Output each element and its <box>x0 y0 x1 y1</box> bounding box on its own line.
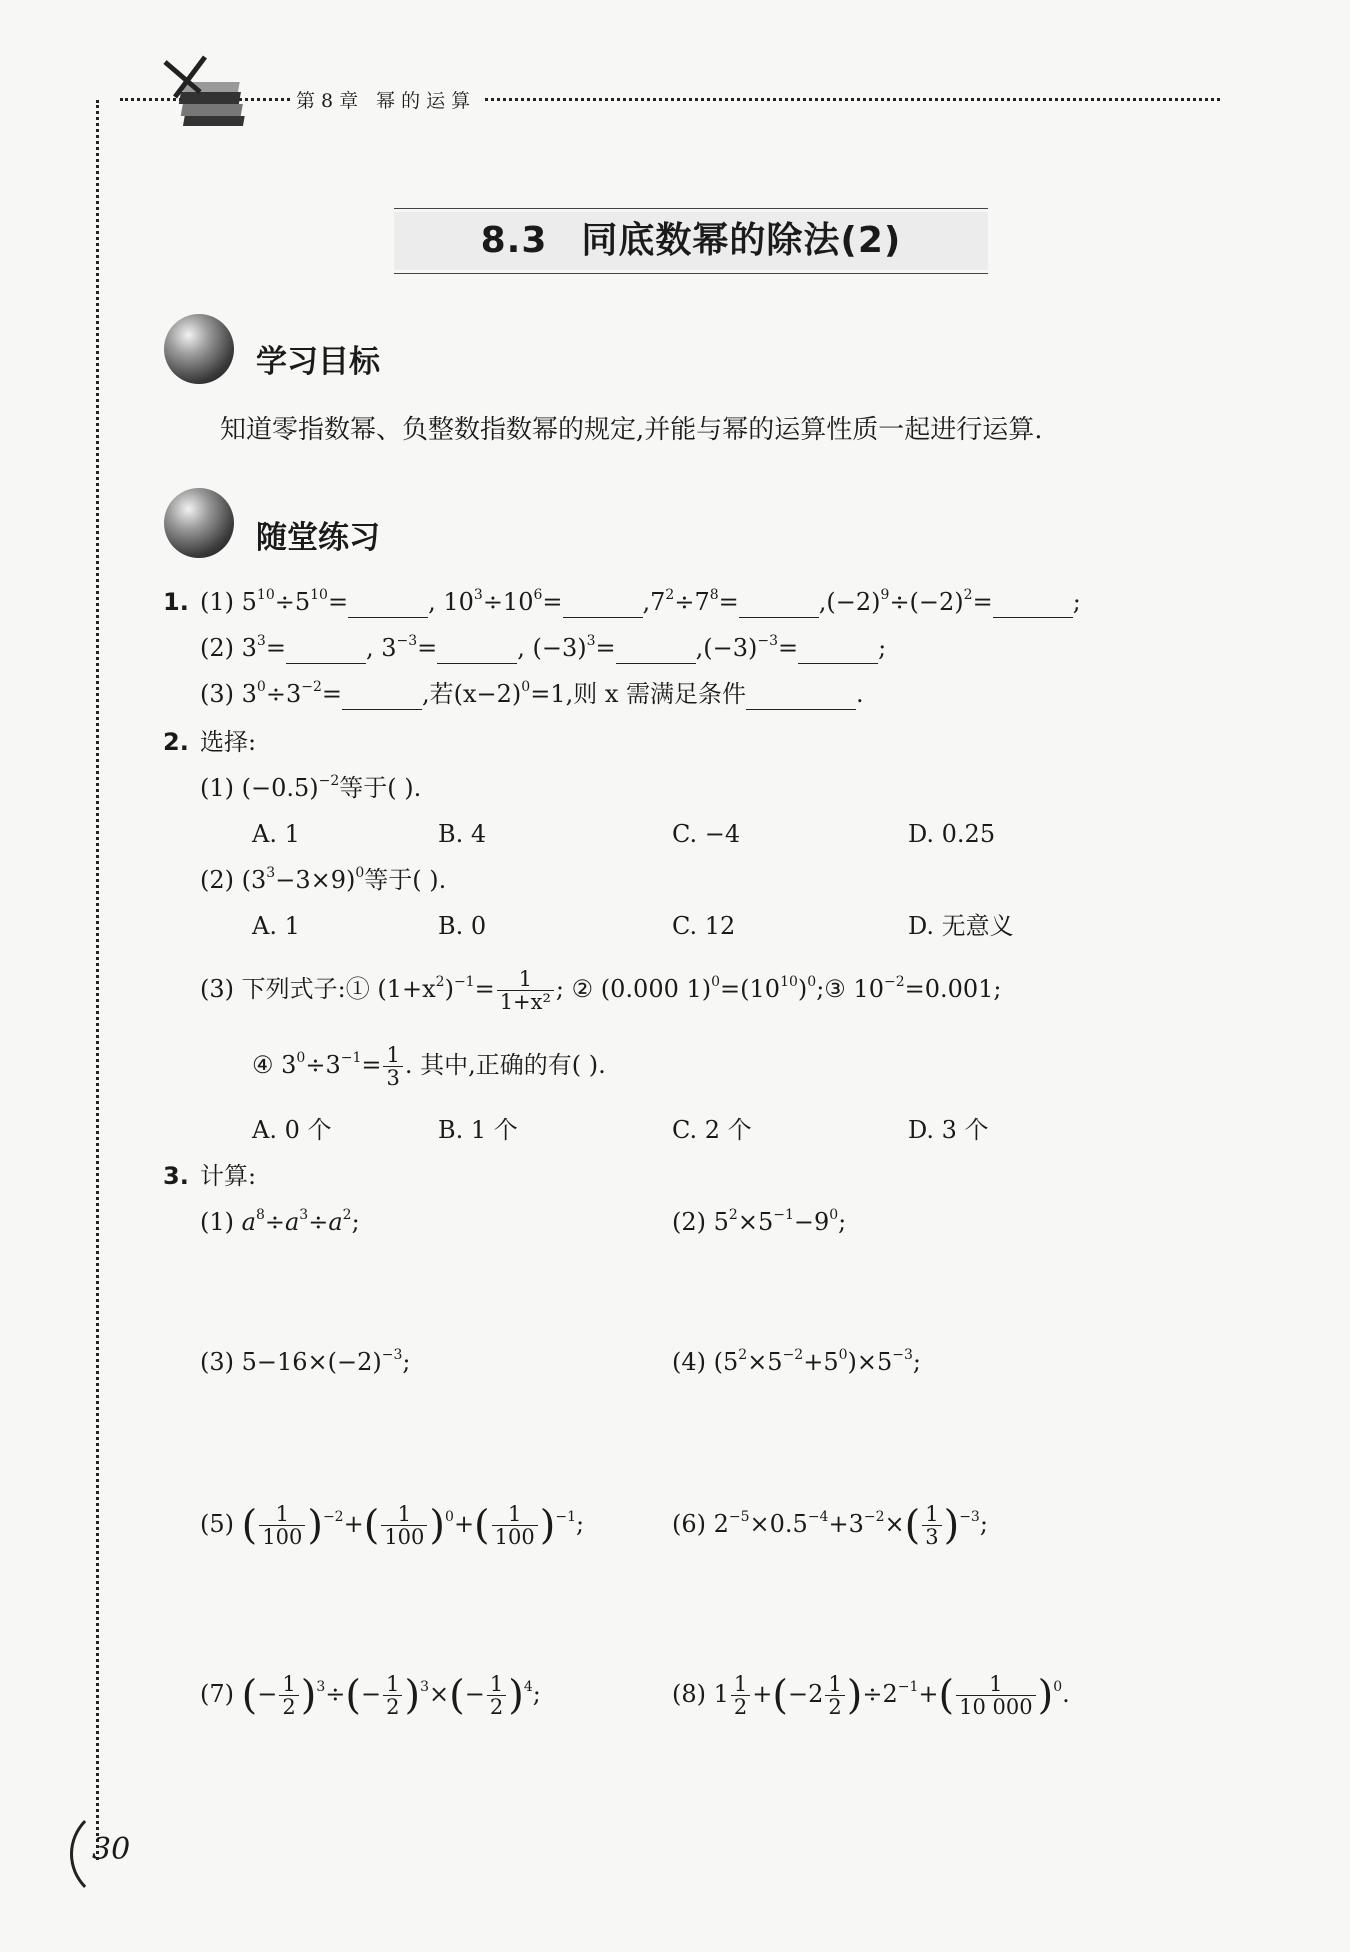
chapter-header: 第8章 幂的运算 <box>290 86 482 113</box>
answer-blank[interactable] <box>437 637 517 664</box>
practice-globe-icon <box>164 488 234 558</box>
q2-part1: (1) $(-0.5)^{-2}$等于( ). <box>200 773 422 802</box>
q2-number: 2. <box>163 728 189 756</box>
q3-item-6: (6) $2^{-5}\times 0.5^{-4}+3^{-2}\times$( $\frac{1}{3}$ )$^{-3}$; <box>672 1502 988 1549</box>
objective-globe-icon <box>164 314 234 384</box>
objective-text: 知道零指数幂、负整数指数幂的规定,并能与幂的运算性质一起进行运算. <box>220 415 1043 445</box>
practice-heading: 随堂练习 <box>256 520 380 556</box>
q1-number: 1. <box>163 588 189 616</box>
q1-part3: (3) $3^0\div 3^{-2}=$ ,若$(x-2)^0=1$,则 x 需满足条件 . <box>200 679 864 708</box>
left-dotted-line <box>96 100 99 1860</box>
q3-number: 3. <box>163 1162 189 1190</box>
header-dotted-line <box>120 98 1220 101</box>
book-stack-logo-icon <box>160 52 260 132</box>
q2-p1-option-a[interactable]: A. 1 <box>252 820 300 848</box>
answer-blank[interactable] <box>798 637 878 664</box>
q2-label: 选择: <box>200 728 257 756</box>
q3-item-2: (2) $5^2\times 5^{-1}-9^0$; <box>672 1207 847 1236</box>
answer-blank[interactable] <box>739 591 819 618</box>
fraction: $\frac{1}{3}$ <box>383 1044 402 1089</box>
q2-p1-option-c[interactable]: C. −4 <box>672 820 741 848</box>
q3-item-7: (7) (− $\frac{1}{2}$ )$^3$÷(− $\frac{1}{2}$ )$^3$×(− $\frac{1}{2}$ )$^4$; <box>200 1672 541 1719</box>
q1-part1: (1) $5^{10}\div 5^{10}=$ , $10^3\div 10^6= ,7^2\div 7^8= ,(-2)^9\div(-2)^2=$ ; <box>200 587 1081 616</box>
q2-p3-option-b[interactable]: B. 1 个 <box>438 1116 518 1144</box>
answer-blank[interactable] <box>563 591 643 618</box>
section-title: 同底数幂的除法(2) <box>581 220 902 261</box>
q3-item-8: (8) 1 $\frac{1}{2}$ +(−2 $\frac{1}{2}$ )$\div 2^{-1}+$( $\frac{1}{10 000}$ )$^0$. <box>672 1672 1070 1719</box>
q3-item-3: (3) $5-16\times(-2)^{-3}$; <box>200 1347 411 1376</box>
page-number: 30 <box>92 1832 131 1867</box>
answer-blank[interactable] <box>342 683 422 710</box>
q2-p1-option-d[interactable]: D. 0.25 <box>908 820 996 848</box>
answer-blank[interactable] <box>348 591 428 618</box>
q2-p3-option-a[interactable]: A. 0 个 <box>252 1116 332 1144</box>
answer-blank[interactable] <box>746 683 856 710</box>
answer-blank[interactable] <box>286 637 366 664</box>
q2-p2-option-b[interactable]: B. 0 <box>438 912 487 940</box>
q2-p2-option-a[interactable]: A. 1 <box>252 912 300 940</box>
q2-p3-option-c[interactable]: C. 2 个 <box>672 1116 752 1144</box>
q2-part3-line2: ④ $3^0\div 3^{-1}=$ $\frac{1}{3}$ . 其中,正确的有( ). <box>252 1043 606 1090</box>
q2-part3-line1: (3) 下列式子:① $(1+x^2)^{-1}=$ $\frac{1}{\text{1+x²}}$ ; ② (0.000 $1)^0=(10^{10})^0;③$ $10^{-2}=0.001$; <box>200 967 1002 1014</box>
q2-part2: (2) $(3^3-3\times 9)^0$等于( ). <box>200 865 447 894</box>
answer-blank[interactable] <box>616 637 696 664</box>
q3-item-1: (1) $a^8\div a^3\div a^2$; <box>200 1207 360 1236</box>
q3-item-4: (4) $(5^2\times 5^{-2}+5^0)\times 5^{-3}$; <box>672 1347 922 1376</box>
objective-heading: 学习目标 <box>256 344 380 380</box>
answer-blank[interactable] <box>993 591 1073 618</box>
section-number: 8.3 <box>480 220 548 261</box>
q1-part2: (2) $3^3=$ , $3^{-3}=$ , $(-3)^3= ,(-3)^{-3}=$ ; <box>200 633 887 662</box>
q3-item-5: (5) ( $\frac{1}{100}$ )$^{-2}$+( $\frac{1}{100}$ )$^0$+( $\frac{1}{100}$ )$^{-1}$; <box>200 1502 585 1549</box>
fraction: $\frac{1}{\text{1+x²}}$ <box>497 968 554 1013</box>
q2-p3-option-d[interactable]: D. 3 个 <box>908 1116 989 1144</box>
q3-label: 计算: <box>200 1162 257 1190</box>
section-title-box <box>394 208 988 274</box>
q2-p2-option-c[interactable]: C. 12 <box>672 912 736 940</box>
q2-p1-option-b[interactable]: B. 4 <box>438 820 487 848</box>
q2-p2-option-d[interactable]: D. 无意义 <box>908 912 1014 940</box>
